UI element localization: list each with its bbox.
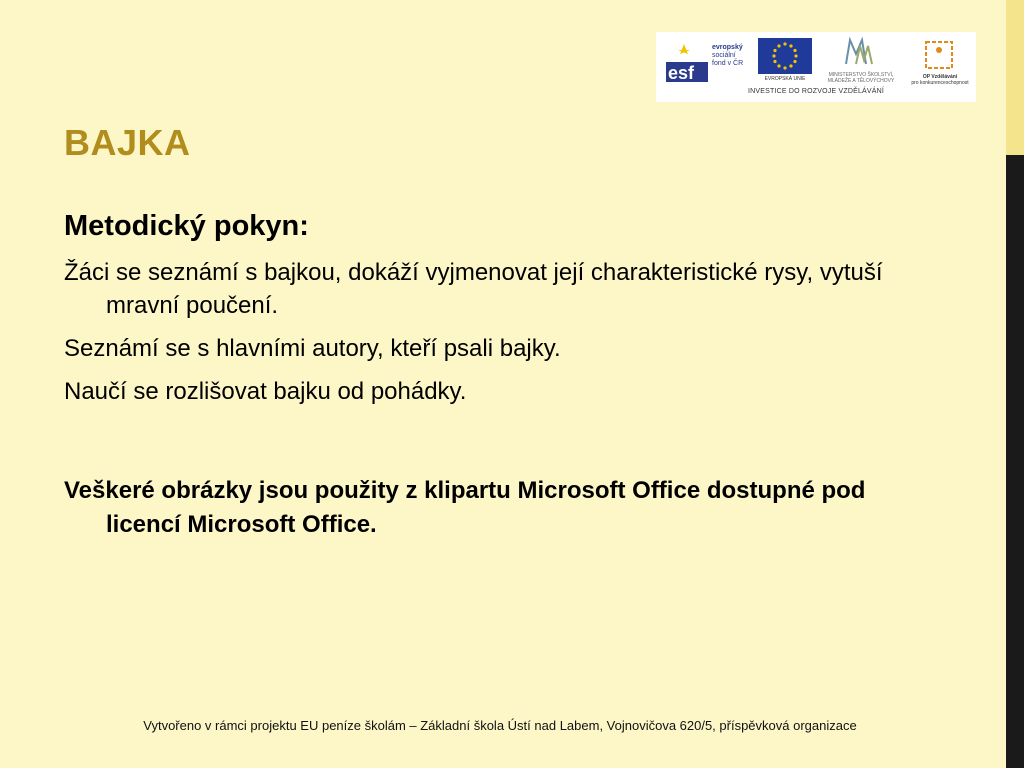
msmt-line-2: MLÁDEŽE A TĚLOVÝCHOVY <box>827 78 895 84</box>
op-logo-icon <box>908 36 972 72</box>
banner-caption: INVESTICE DO ROZVOJE VZDĚLÁVÁNÍ <box>747 88 885 95</box>
esf-logo <box>664 40 754 86</box>
op-line-1: OP Vzdělávání <box>922 74 958 80</box>
eu-label: EVROPSKÁ UNIE <box>764 76 806 82</box>
esf-line-2: sociální <box>712 52 736 59</box>
msmt-logo-icon <box>816 36 906 70</box>
msmt-line-1: MINISTERSTVO ŠKOLSTVÍ, <box>828 72 894 78</box>
slide-title: BAJKA <box>64 122 191 163</box>
eu-flag-logo <box>758 38 812 86</box>
clipart-note: Veškeré obrázky jsou použity z klipartu Microsoft Office dostupné pod licencí Microsoft Office. <box>64 477 866 538</box>
section-heading: Metodický pokyn: <box>64 210 309 242</box>
esf-line-1: evropský <box>712 44 743 51</box>
slide-footer: Vytvořeno v rámci projektu EU peníze školám – Základní škola Ústí nad Labem, Vojnovičova 620/5, příspěvková organizace <box>143 718 857 733</box>
msmt-logo <box>816 36 906 88</box>
esf-line-3: fond v ČR <box>712 60 744 67</box>
slide-content <box>64 208 924 542</box>
paragraph-2: Seznámí se s hlavními autory, kteří psali bajky. <box>64 335 561 362</box>
eu-logo-banner <box>656 32 976 102</box>
esf-logo-icon <box>664 40 710 86</box>
eu-flag-icon <box>758 38 812 74</box>
op-logo <box>908 36 972 88</box>
op-line-2: pro konkurenceschopnost <box>911 80 969 86</box>
dark-strip <box>1006 155 1024 768</box>
paragraph-1: Žáci se seznámí s bajkou, dokáží vyjmenovat její charakteristické rysy, vytuší mravní poučení. <box>64 259 883 319</box>
paragraph-3: Naučí se rozlišovat bajku od pohádky. <box>64 378 467 405</box>
svg-text:esf: esf <box>668 63 695 83</box>
